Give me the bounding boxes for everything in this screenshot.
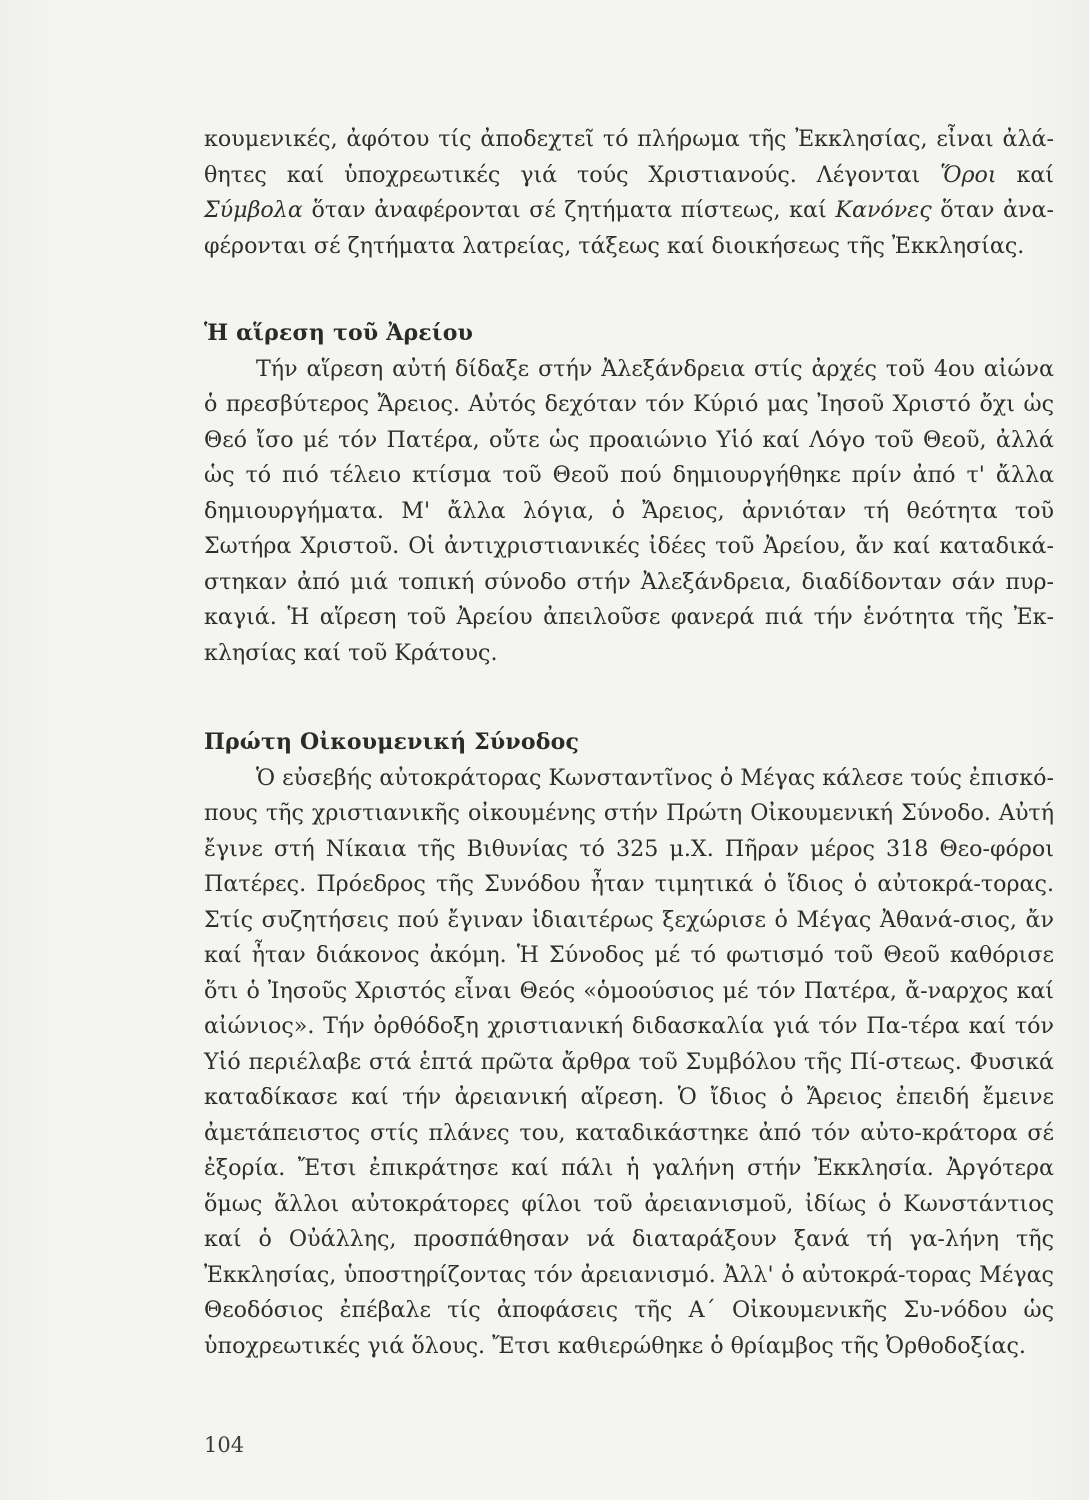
- intro-text-2: καί: [996, 161, 1055, 188]
- section-body-first-ecumenical-council: Ὁ εὐσεβής αὐτοκράτορας Κωνσταντῖνος ὁ Μέγας κάλεσε τούς ἐπισκό-πους τῆς χριστιανικῆς οἰκουμένης στήν Πρώτη Οἰκουμενική Σύνοδο. Αὐτή ἔγινε στή Νίκαια τῆς Βιθυνίας τό 325 μ.Χ. Πῆραν μέρος 318 Θεο-φόροι Πατέρες. Πρόεδρος τῆς Συνόδου ἦταν τιμητικά ὁ ἴδιος ὁ αὐτοκρά-τορας. Στίς συζητήσεις πού ἔγιναν ἰδιαιτέρως ξεχώρισε ὁ Μέγας Ἀθανά-σιος, ἄν καί ἦταν διάκονος ἀκόμη. Ἡ Σύνοδος μέ τό φωτισμό τοῦ Θεοῦ καθόρισε ὅτι ὁ Ἰησοῦς Χριστός εἶναι Θεός «ὁμοούσιος μέ τόν Πατέρα, ἄ-ναρχος καί αἰώνιος». Τήν ὀρθόδοξη χριστιανική διδασκαλία γιά τόν Πα-τέρα καί τόν Υἱό περιέλαβε στά ἑπτά πρῶτα ἄρθρα τοῦ Συμβόλου τῆς Πί-στεως. Φυσικά καταδίκασε καί τήν ἀρειανική αἵρεση. Ὁ ἴδιος ὁ Ἄρειος ἐπειδή ἔμεινε ἀμετάπειστος στίς πλάνες του, καταδικάστηκε ἀπό τόν αὐτο-κράτορα σέ ἐξορία. Ἔτσι ἐπικράτησε καί πάλι ἡ γαλήνη στήν Ἐκκλησία. Ἀργότερα ὅμως ἄλλοι αὐτοκράτορες φίλοι τοῦ ἀρειανισμοῦ, ἰδίως ὁ Κωνστάντιος καί ὁ Οὐάλλης, προσπάθησαν νά διαταράξουν ξανά τή γα-λήνη τῆς Ἐκκλησίας, ὑποστηρίζοντας τόν ἀρειανισμό. Ἀλλ' ὁ αὐτοκρά-τορας Μέγας Θεοδόσιος ἐπέβαλε τίς ἀποφάσεις τῆς Α΄ Οἰκουμενικῆς Συ-νόδου ὡς ὑποχρεωτικές γιά ὅλους. Ἔτσι καθιερώθηκε ὁ θρίαμβος τῆς Ὀρθοδοξίας.: [204, 764, 1054, 1359]
- section-body-heresy-of-arius: Τήν αἵρεση αὐτή δίδαξε στήν Ἀλεξάνδρεια στίς ἀρχές τοῦ 4ου αἰώνα ὁ πρεσβύτερος Ἄρειος. Αὐτός δεχόταν τόν Κύριό μας Ἰησοῦ Χριστό ὄχι ὡς Θεό ἴσο μέ τόν Πατέρα, οὔτε ὡς προαιώνιο Υἱό καί Λόγο τοῦ Θεοῦ, ἀλλά ὡς τό πιό τέλειο κτίσμα τοῦ Θεοῦ πού δημιουργήθηκε πρίν ἀπό τ' ἄλλα δημιουργήματα. Μ' ἄλλα λόγια, ὁ Ἄρειος, ἀρνιόταν τή θεότητα τοῦ Σωτήρα Χριστοῦ. Οἱ ἀντιχριστιανικές ἰδέες τοῦ Ἀρείου, ἄν καί καταδικά-στηκαν ἀπό μιά τοπική σύνοδο στήν Ἀλεξάνδρεια, διαδίδονταν σάν πυρ-καγιά. Ἡ αἵρεση τοῦ Ἀρείου ἀπειλοῦσε φανερά πιά τήν ἑνότητα τῆς Ἐκ-κλησίας καί τοῦ Κράτους.: [204, 355, 1054, 666]
- section-heading-first-ecumenical-council: Πρώτη Οἰκουμενική Σύνοδος: [204, 729, 580, 755]
- page-number: 104: [204, 1433, 245, 1457]
- term-kanones: Κανόνες: [835, 197, 932, 223]
- intro-text-4: ὅταν ἀνα-φέρονται σέ ζητήματα λατρείας, τάξεως καί διοικήσεως τῆς Ἐκκλησίας.: [204, 197, 1054, 259]
- term-oroi: Ὅροι: [940, 161, 997, 188]
- section-heading-heresy-of-arius: Ἡ αἵρεση τοῦ Ἀρείου: [204, 320, 474, 346]
- intro-text-1: κουμενικές, ἀφότου τίς ἀποδεχτεῖ τό πλήρωμα τῆς Ἐκκλησίας, εἶναι ἀλά-θητες καί ὑποχρεωτικές γιά τούς Χριστιανούς. Λέγονται: [204, 126, 1054, 188]
- intro-text-3: ὅταν ἀναφέρονται σέ ζητήματα πίστεως, καί: [302, 197, 836, 223]
- page-text: [204, 122, 1054, 1364]
- term-symvola: Σύμβολα: [204, 197, 303, 223]
- intro-paragraph: [204, 122, 1054, 264]
